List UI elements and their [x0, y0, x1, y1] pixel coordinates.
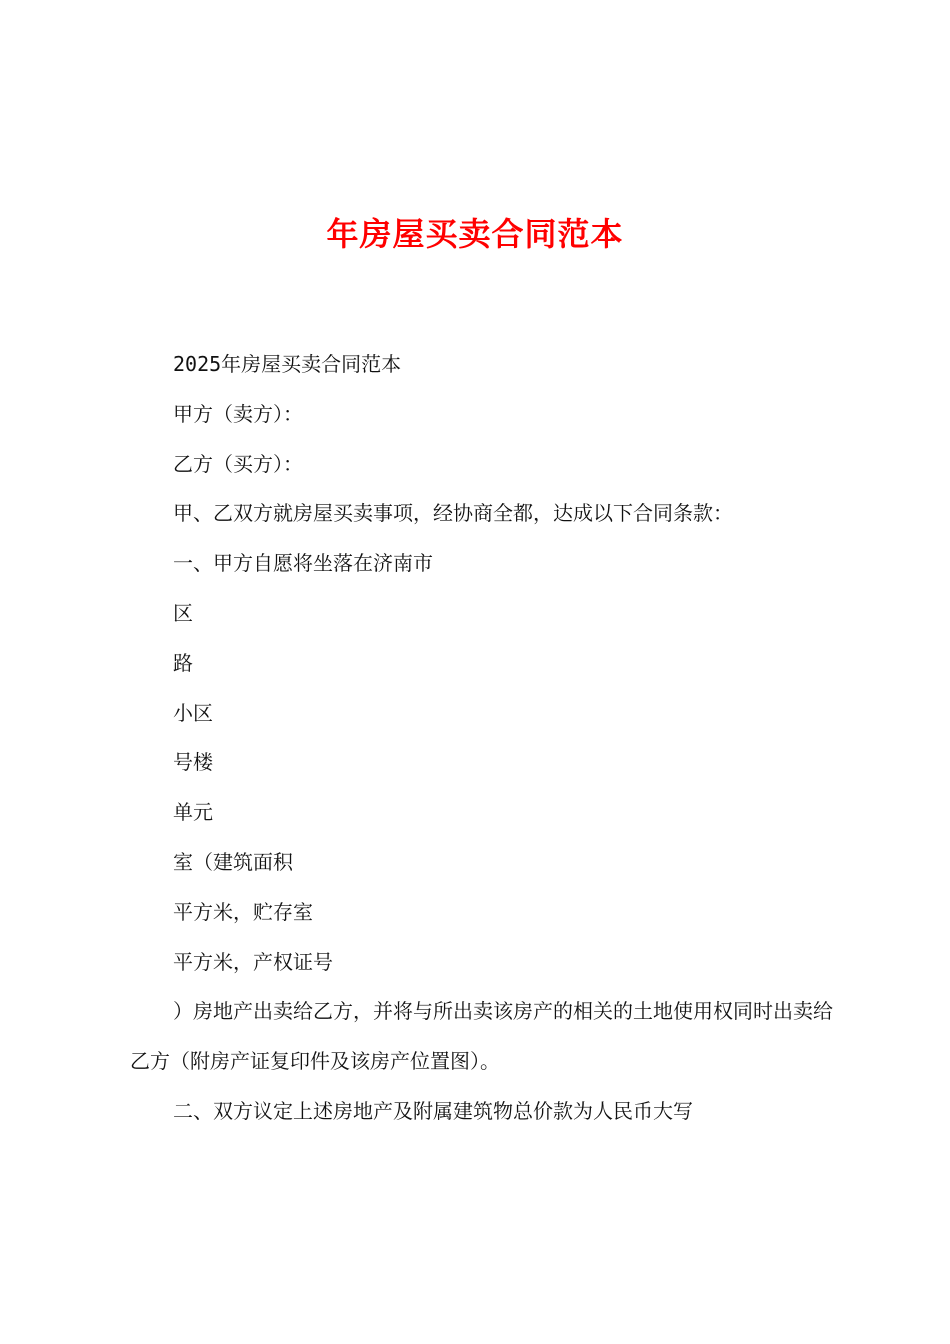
- storage-area-line: 平方米，贮存室: [173, 899, 313, 924]
- room-area-line: 室（建筑面积: [173, 849, 293, 874]
- document-title: 年房屋买卖合同范本: [326, 215, 624, 253]
- agreement-intro: 甲、乙双方就房屋买卖事项，经协商全都，达成以下合同条款：: [173, 501, 733, 526]
- district-line: 区: [173, 600, 193, 625]
- clause-1-transfer-paragraph: ）房地产出卖给乙方，并将与所出卖该房产的相关的土地使用权同时出卖给乙方（附房产证复印件及该房产位置图）。: [130, 999, 833, 1074]
- contract-heading: 2025年房屋买卖合同范本: [173, 352, 402, 376]
- party-b-line: 乙方（买方）：: [173, 451, 303, 476]
- unit-line: 单元: [173, 800, 213, 825]
- community-line: 小区: [173, 700, 213, 725]
- party-a-line: 甲方（卖方）：: [173, 401, 303, 426]
- clause-2-price-paragraph: 二、双方议定上述房地产及附属建筑物总价款为人民币大写: [173, 1098, 693, 1123]
- building-line: 号楼: [173, 750, 213, 775]
- document-body: [130, 340, 840, 1137]
- road-line: 路: [173, 650, 193, 675]
- certificate-line: 平方米，产权证号: [173, 949, 333, 974]
- clause-1-location: 一、甲方自愿将坐落在济南市: [173, 551, 433, 576]
